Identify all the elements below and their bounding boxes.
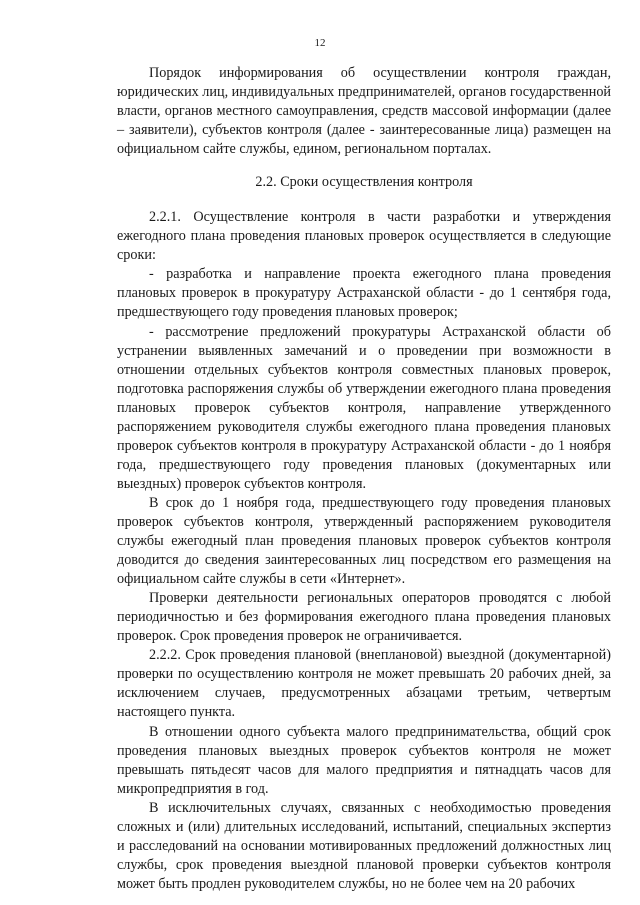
document-body xyxy=(117,64,611,894)
paragraph-regional-operators: Проверки деятельности региональных операторов проводятся с любой периодичностью и без формирования ежегодного плана проведения плановых проверок. Срок проведения проверок не ограничивается. xyxy=(117,590,611,645)
paragraph-list-item-2: - рассмотрение предложений прокуратуры Астраханской области об устранении выявленных замечаний и о проведении при возможности в отношении отдельных субъектов контроля совместных плановых проверок, подготовка распоряжения службы об утверждении ежегодного плана проведения плановых проверок субъектов контроля, направление утвержденного распоряжением руководителя службы ежегодного плана проведения плановых проверок субъектов контроля в прокуратуру Астраханской области - до 1 ноября года, предшествующего году проведения плановых (документарных или выездных) проверок субъектов контроля. xyxy=(117,323,611,492)
page-number: 12 xyxy=(314,37,326,49)
paragraph-2-2-1: 2.2.1. Осуществление контроля в части разработки и утверждения ежегодного плана проведения плановых проверок осуществляется в следующие сроки: xyxy=(117,209,611,264)
paragraph-list-item-1: - разработка и направление проекта ежегодного плана проведения плановых проверок в прокуратуру Астраханской области - до 1 сентября года, предшествующего году проведения плановых проверок; xyxy=(117,266,611,321)
paragraph-informing-order: Порядок информирования об осуществлении контроля граждан, юридических лиц, индивидуальных предпринимателей, органов государственной власти, органов местного самоуправления, средств массовой информации (далее – заявители), субъектов контроля (далее - заинтересованные лица) размещен на официальном сайте службы, едином, региональном порталах. xyxy=(117,65,612,158)
paragraph-plan-publication: В срок до 1 ноября года, предшествующего году проведения плановых проверок субъектов контроля, утвержденный распоряжением руководителя службы ежегодный план проведения плановых проверок субъектов контроля доводится до сведения заинтересованных лиц посредством его размещения на официальном сайте службы в сети «Интернет». xyxy=(117,494,611,588)
section-title: 2.2. Сроки осуществления контроля xyxy=(255,174,473,191)
paragraph-exceptional-cases: В исключительных случаях, связанных с необходимостью проведения сложных и (или) длительных исследований, испытаний, специальных экспертиз и расследований на основании мотивированных предложений должностных лиц службы, срок проведения выездной плановой проверки субъектов контроля может быть продлен руководителем службы, но не более чем на 20 рабочих xyxy=(117,799,611,892)
paragraph-2-2-2: 2.2.2. Срок проведения плановой (внеплановой) выездной (документарной) проверки по осуществлению контроля не может превышать 20 рабочих дней, за исключением случаев, предусмотренных абзацами третьим, четвертым настоящего пункта. xyxy=(117,647,611,721)
paragraph-small-business: В отношении одного субъекта малого предпринимательства, общий срок проведения плановых выездных проверок субъектов контроля не может превышать пятьдесят часов для малого предприятия и пятнадцать часов для микропредприятия в год. xyxy=(117,723,611,797)
